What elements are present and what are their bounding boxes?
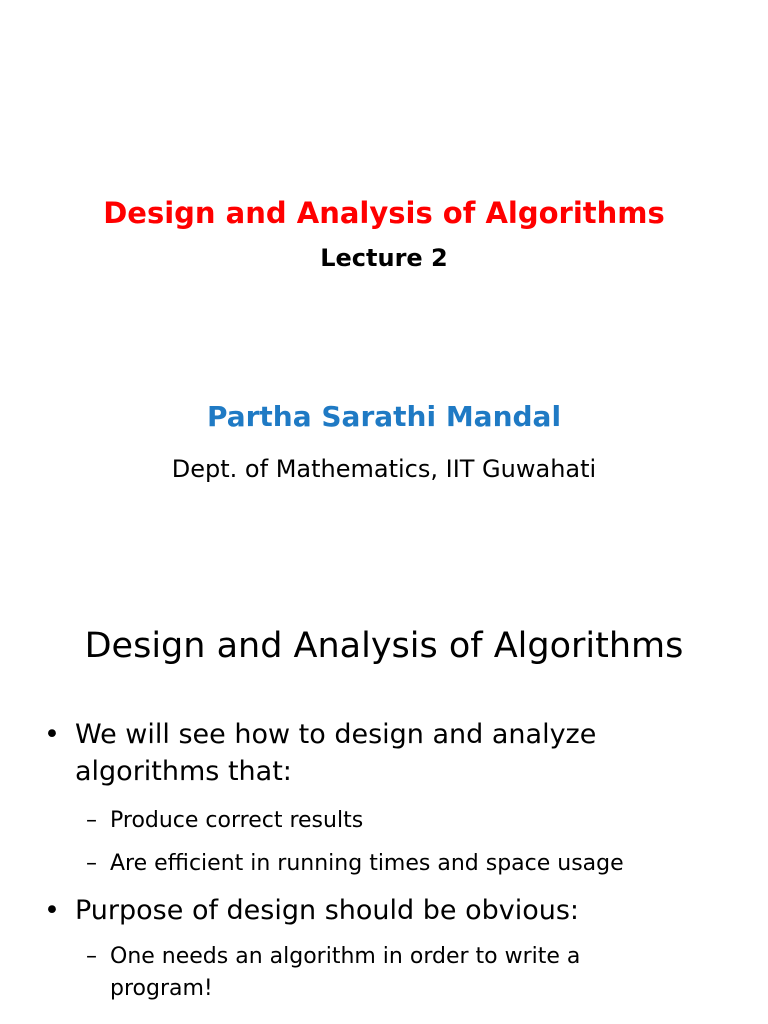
sub-bullet-text: One needs an algorithm in order to write a program! [110,944,581,1001]
sub-bullet-mark: – [86,944,97,969]
bullet-item [44,892,675,929]
bullet-text: Purpose of design should be obvious: [75,895,579,926]
bullet-item [44,716,675,790]
sub-bullet-item [86,805,670,837]
author-affiliation: Dept. of Mathematics, IIT Guwahati [171,455,597,483]
sub-bullet-text: Are efficient in running times and space usage [110,851,624,876]
lecture-title: Design and Analysis of Algorithms [103,196,665,230]
bullet-text: We will see how to design and analyze algorithms that: [75,719,597,787]
content-slide [0,576,768,1024]
sub-bullet-item [86,941,670,1005]
slide-title: Design and Analysis of Algorithms [84,626,684,666]
sub-bullet-mark: – [86,808,97,833]
sub-bullet-item [86,848,670,880]
sub-bullet-mark: – [86,851,97,876]
lecture-number: Lecture 2 [320,244,448,272]
sub-bullet-text: Produce correct results [110,808,364,833]
bullet-mark: • [44,719,60,750]
bullet-mark: • [44,895,60,926]
author-name: Partha Sarathi Mandal [206,400,562,433]
